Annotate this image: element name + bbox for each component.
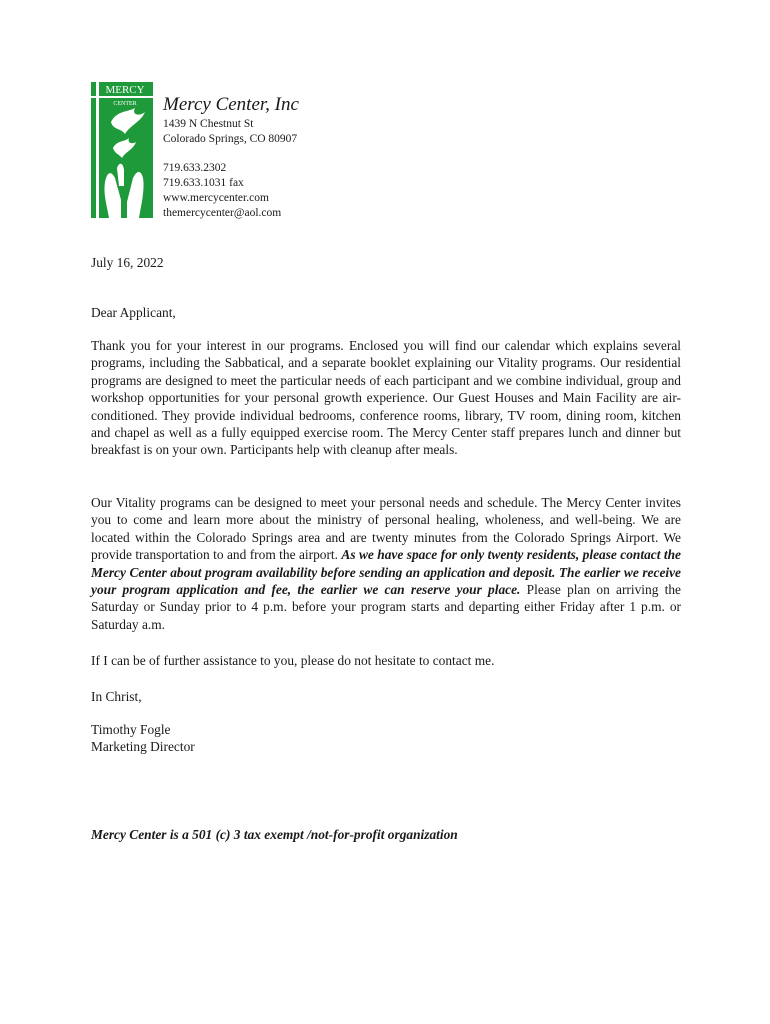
fax-number: 719.633.1031 fax [163,177,244,189]
logo-cross-bar [91,96,153,98]
paragraph-2-start: Our Vitality programs can be designed to meet your personal needs and schedule. The Mercy Center invites you to come and learn more about the ministry of personal healing, wholeness, and well-being. We are located within the Colorado Springs area and are twenty minutes from the Colorado Springs Airport. We provide transportation to and from the airport. [91,495,681,563]
mercy-center-logo [91,82,153,218]
signer-name: Timothy Fogle [91,722,171,737]
letter-date: July 16, 2022 [91,255,164,270]
address-line-2: Colorado Springs, CO 80907 [163,133,298,145]
paragraph-3: If I can be of further assistance to you, please do not hesitate to contact me. [91,653,495,668]
phone-number: 719.633.2302 [163,162,227,174]
letterhead-info [163,94,299,221]
closing: In Christ, [91,689,142,704]
paragraph-2 [91,494,681,633]
signer-title: Marketing Director [91,739,195,755]
address-line-1: 1439 N Chestnut St [163,118,254,130]
logo-text-top: MERCY [105,84,145,96]
salutation: Dear Applicant, [91,305,176,320]
nonprofit-note: Mercy Center is a 501 (c) 3 tax exempt /not-for-profit organization [91,827,458,842]
signature-block [91,721,681,756]
paragraph-2-emphasis: As we have space for only twenty residents, please contact the Mercy Center about program availability before sending an application and deposit. The earlier we receive your program application and fee, the earlier we can reserve your place. [91,547,681,598]
logo-cross-stripe [96,82,99,218]
org-name: Mercy Center, Inc [163,94,299,115]
website-link[interactable]: www.mercycenter.com [163,192,269,204]
logo-text-bottom: CENTER [113,101,137,107]
paragraph-2-end: Please plan on arriving the Saturday or Sunday prior to 4 p.m. before your program starts and departing either Friday after 1 p.m. or Saturday a.m. [91,582,682,632]
paragraph-1: Thank you for your interest in our programs. Enclosed you will find our calendar which explains several programs, including the Sabbatical, and a separate booklet explaining our Vitality programs. Our residential programs are designed to meet the particular needs of each participant and we combine individual, group and workshop opportunities for your personal growth experience. Our Guest Houses and Main Facility are air-conditioned. They provide individual bedrooms, conference rooms, library, TV room, dining room, kitchen and chapel as well as a fully equipped exercise room. The Mercy Center staff prepares lunch and dinner but breakfast is on your own. Participants help with cleanup after meals. [91,338,681,458]
email-link[interactable]: themercycenter@aol.com [163,207,282,219]
